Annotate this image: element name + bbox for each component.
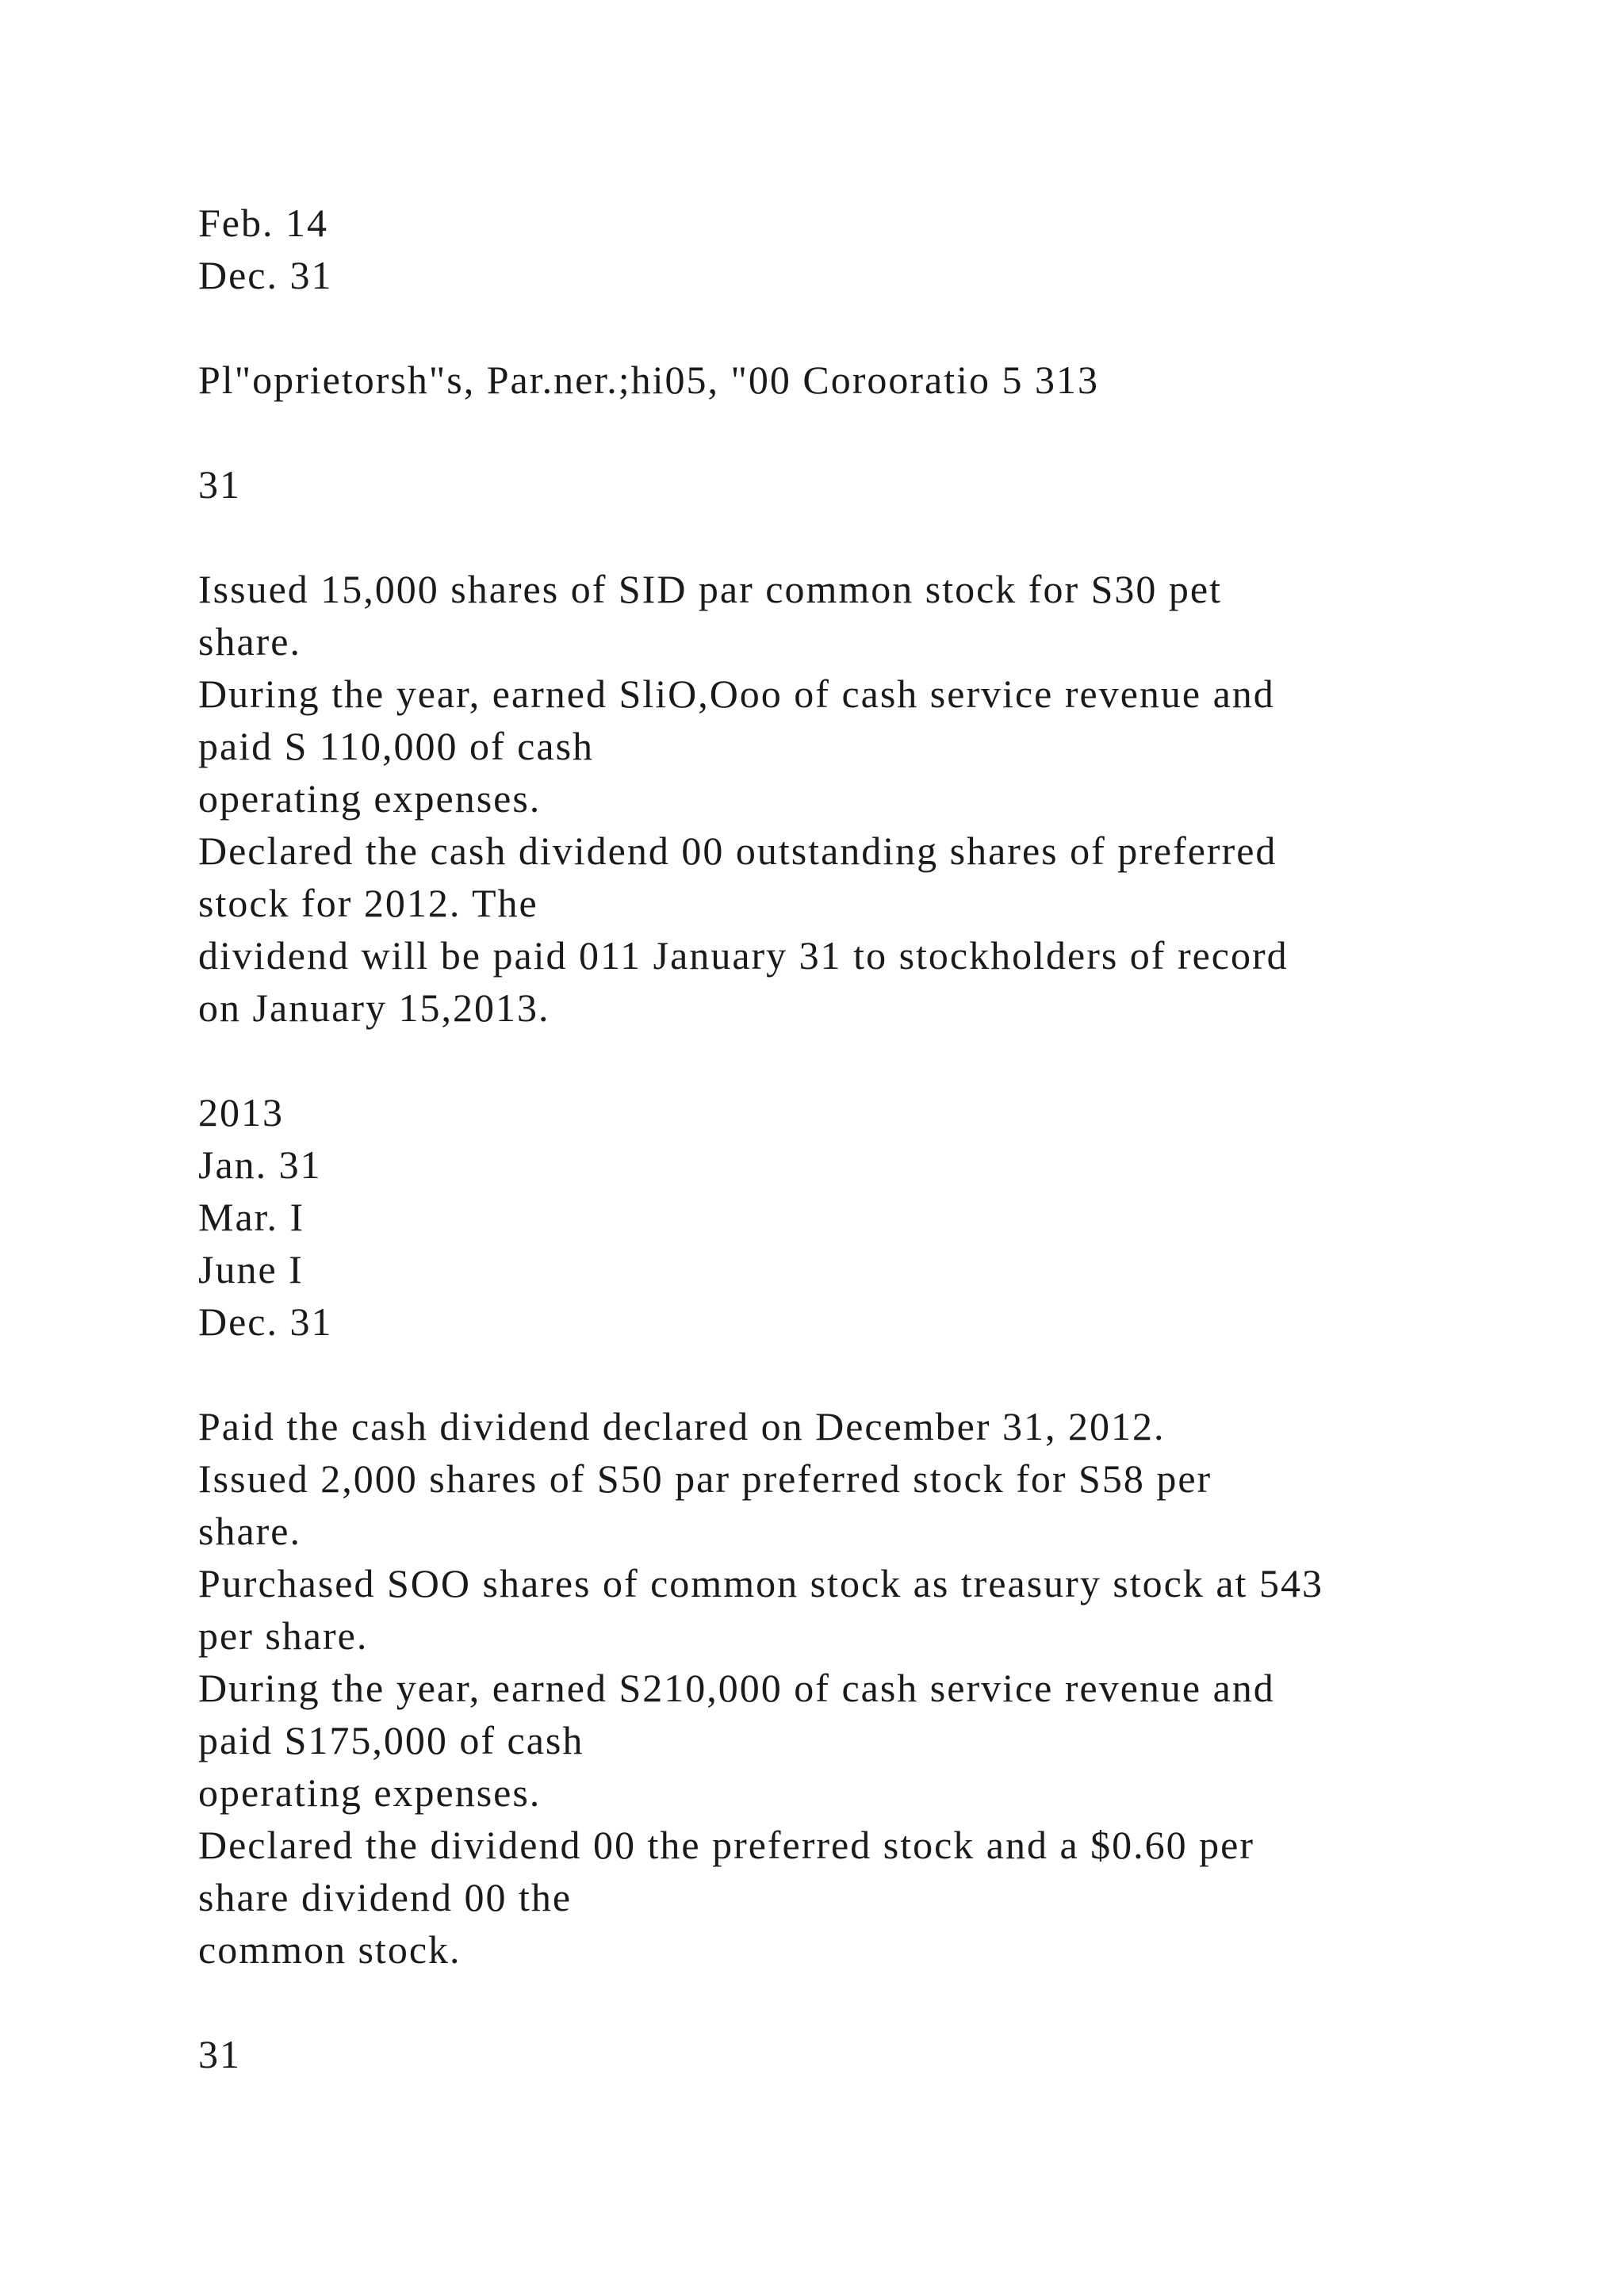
date-line: Dec. 31 <box>198 253 333 297</box>
spacer <box>198 301 1546 354</box>
spacer <box>198 406 1546 458</box>
text-line: Declared the dividend 00 the preferred stock and a $0.60 per <box>198 1823 1255 1867</box>
text-line: Paid the cash dividend declared on December 31, 2012. <box>198 1404 1166 1448</box>
date-line: Feb. 14 <box>198 201 328 245</box>
text-line: Declared the cash dividend 00 outstanding shares of preferred <box>198 828 1277 873</box>
spacer <box>198 1348 1546 1400</box>
date-line: 31 <box>198 2032 241 2076</box>
text-line: paid S 110,000 of cash <box>198 724 595 768</box>
text-line: operating expenses. <box>198 1770 542 1815</box>
document-page <box>198 197 1546 2080</box>
text-line: dividend will be paid 011 January 31 to stockholders of record <box>198 933 1289 978</box>
text-line: common stock. <box>198 1927 462 1972</box>
date-line: Mar. I <box>198 1195 305 1239</box>
text-line: on January 15,2013. <box>198 985 550 1030</box>
year-heading: 2013 <box>198 1090 284 1135</box>
text-line: per share. <box>198 1613 369 1658</box>
spacer <box>198 1976 1546 2028</box>
date-line: June I <box>198 1247 304 1292</box>
date-line: 31 <box>198 462 241 507</box>
text-line: Issued 15,000 shares of SID par common stock for S30 pet <box>198 567 1222 611</box>
text-line: Purchased SOO shares of common stock as treasury stock at 543 <box>198 1561 1323 1605</box>
text-line: share. <box>198 1509 301 1553</box>
running-header: Pl"oprietorsh"s, Par.ner.;hi05, "00 Corooratio 5 313 <box>198 358 1100 402</box>
spacer <box>198 511 1546 563</box>
text-line: paid S175,000 of cash <box>198 1718 584 1762</box>
text-line: share. <box>198 619 301 664</box>
text-line: During the year, earned SliO,Ooo of cash service revenue and <box>198 672 1275 716</box>
text-line: operating expenses. <box>198 776 542 821</box>
text-line: Issued 2,000 shares of S50 par preferred stock for S58 per <box>198 1456 1212 1501</box>
text-line: During the year, earned S210,000 of cash service revenue and <box>198 1666 1275 1710</box>
date-line: Dec. 31 <box>198 1299 333 1344</box>
spacer <box>198 1034 1546 1086</box>
text-line: share dividend 00 the <box>198 1875 573 1919</box>
text-line: stock for 2012. The <box>198 881 538 925</box>
date-line: Jan. 31 <box>198 1142 322 1187</box>
